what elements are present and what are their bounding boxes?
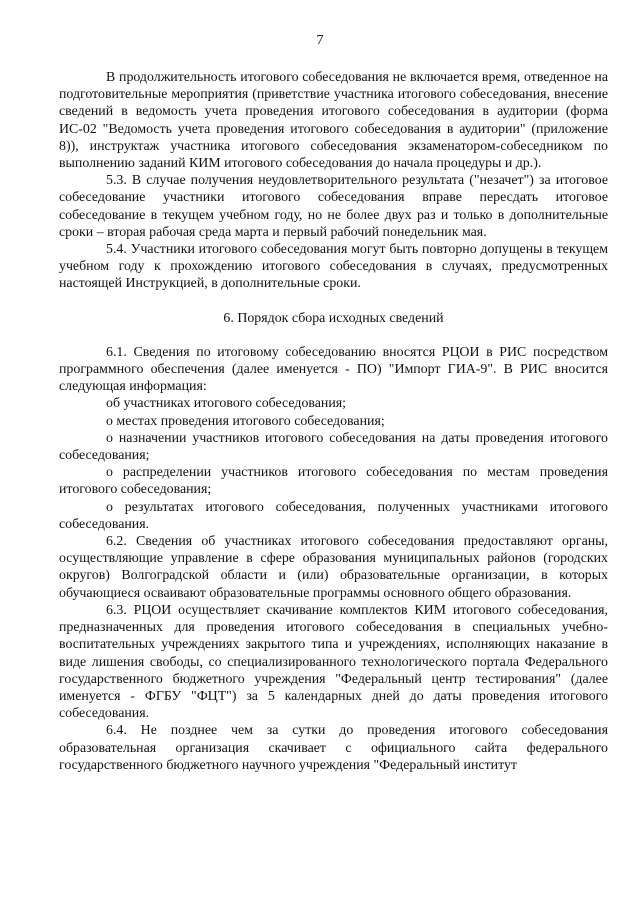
- paragraph-excluded-time: В продолжительность итогового собеседования не включается время, отведенное на подготовительные мероприятия (приветствие участника итогового собеседования, внесение сведений в ведомость учета проведения итогового собеседования в аудитории (форма ИС-02 "Ведомость учета проведения итогового собеседования в аудитории" (приложение 8)), инструктаж участника итогового собеседования экзаменатором-собеседником по выполнению заданий КИМ итогового собеседования до начала процедуры и др.).: [59, 70, 608, 172]
- paragraph-6-3: 6.3. РЦОИ осуществляет скачивание комплектов КИМ итогового собеседования, предназначенных для проведения итогового собеседования в специальных учебно-воспитательных учреждениях закрытого типа и учреждениях, исполняющих наказание в виде лишения свободы, со специализированного технологического портала Федерального государственного бюджетного учреждения "Федеральный центр тестирования" (далее именуется - ФГБУ "ФЦТ") за 5 календарных дней до даты проведения итогового собеседования.: [59, 602, 608, 722]
- section-heading: 6. Порядок сбора исходных сведений: [223, 310, 444, 326]
- paragraph-6-2: 6.2. Сведения об участниках итогового собеседования предоставляют органы, осуществляющие управление в сфере образования муниципальных районов (городских округов) Волгоградской области и (или) образовательные организации, в которых обучающиеся осваивают образовательные программы основного общего образования.: [59, 534, 608, 601]
- list-item-location-distribution: о распределении участников итогового собеседования по местам проведения итогового собеседования;: [59, 465, 608, 498]
- list-item-locations: о местах проведения итогового собеседования;: [106, 413, 385, 429]
- list-item-date-assignment: о назначении участников итогового собеседования на даты проведения итогового собеседования;: [59, 430, 608, 464]
- document-body: [59, 69, 608, 774]
- page-number: 7: [316, 33, 324, 48]
- paragraph-6-4: 6.4. Не позднее чем за сутки до проведения итогового собеседования образовательная организация скачивает с официального сайта федерального государственного бюджетного научного учреждения "Федеральный институт: [59, 723, 608, 773]
- paragraph-6-1: 6.1. Сведения по итоговому собеседованию вносятся РЦОИ в РИС посредством программного обеспечения (далее именуется - ПО) "Импорт ГИА-9". В РИС вносится следующая информация:: [59, 344, 608, 395]
- paragraph-5-3: 5.3. В случае получения неудовлетворительного результата ("незачет") за итоговое собеседование участники итогового собеседования вправе пересдать итоговое собеседование в текущем учебном году, но не более двух раз и только в дополнительные сроки – вторая рабочая среда марта и первый рабочий понедельник мая.: [59, 173, 608, 240]
- list-item-results: о результатах итогового собеседования, полученных участниками итогового собеседования.: [59, 499, 608, 532]
- paragraph-5-4: 5.4. Участники итогового собеседования могут быть повторно допущены в текущем учебном году к прохождению итогового собеседования в случаях, предусмотренных настоящей Инструкцией, в дополнительные сроки.: [59, 242, 608, 292]
- list-item-participants: об участниках итогового собеседования;: [106, 396, 347, 412]
